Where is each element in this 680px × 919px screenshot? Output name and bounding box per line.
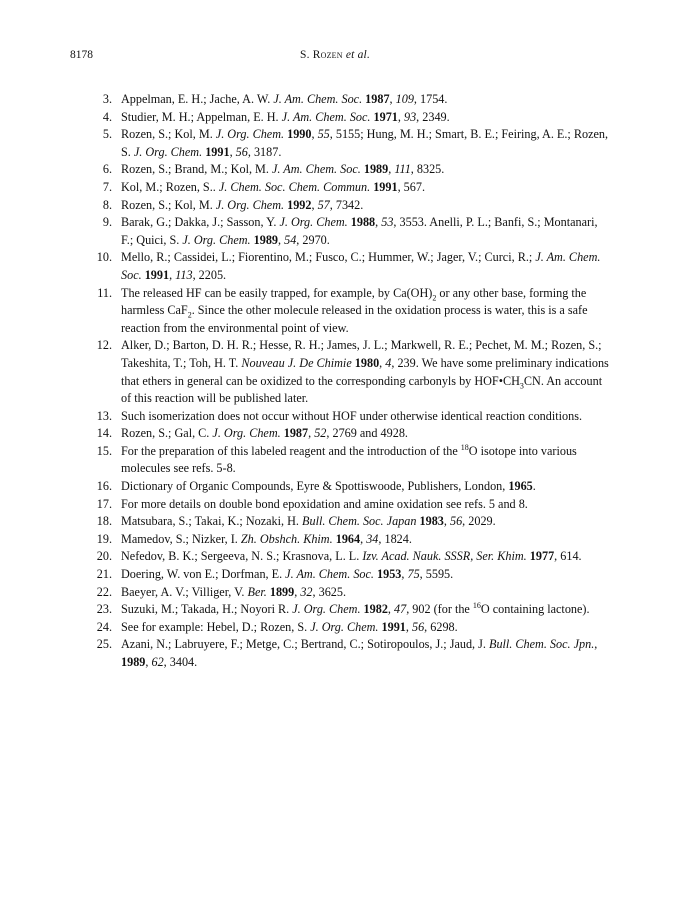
reference-text-segment: 1989 <box>121 655 146 669</box>
reference-text-segment: 1899 <box>269 584 295 599</box>
reference-item <box>92 443 612 478</box>
reference-text-segment: See for example: Hebel, D.; Rozen, S. <box>121 619 311 634</box>
reference-text-segment: , 3625. <box>312 584 347 599</box>
reference-text-segment: 56 <box>411 619 425 634</box>
reference-text-segment: 111 <box>394 162 411 177</box>
reference-list <box>92 91 612 672</box>
reference-text-segment: 1971 <box>373 109 398 124</box>
reference-text-segment: Azani, N.; Labruyere, F.; Metge, C.; Bertrand, C.; Sotiropoulos, J.; Jaud, J. <box>121 637 489 652</box>
reference-text-segment: Rozen, S.; Kol, M. <box>121 197 216 212</box>
reference-text-segment: 1991 <box>205 144 230 159</box>
reference-text-segment: , 1754. <box>413 92 448 106</box>
reference-text-segment: For more details on double bond epoxidation and amine oxidation see refs. 5 and 8. <box>121 496 528 511</box>
reference-item <box>92 636 612 671</box>
reference-text-segment: , <box>229 144 236 159</box>
reference-item <box>92 548 612 566</box>
reference-text-segment: 2 <box>187 310 192 320</box>
reference-number: 3. <box>102 92 112 106</box>
reference-text-segment: 1987 <box>365 92 390 106</box>
reference-text-segment: J. Org. Chem. <box>292 602 361 617</box>
reference-text-segment: Mello, R.; Cassidei, L.; Fiorentino, M.; Fusco, C.; Hummer, W.; Jager, V.; Curci, R.; <box>121 250 536 265</box>
reference-text-segment: 47 <box>394 602 407 617</box>
reference-text-segment: , 5595. <box>419 567 454 582</box>
reference-number: 22. <box>96 584 112 599</box>
reference-number: 24. <box>96 619 112 634</box>
reference-text-segment: Zh. Obshch. Khim. <box>240 531 333 546</box>
reference-text <box>121 479 536 493</box>
reference-text <box>121 585 346 599</box>
reference-text <box>121 110 450 124</box>
reference-text-segment: 16 <box>472 601 481 611</box>
reference-number: 15. <box>96 443 112 458</box>
reference-text-segment: J. Am. Chem. Soc. <box>272 162 361 177</box>
reference-number: 13. <box>96 408 112 423</box>
reference-number: 18. <box>96 514 112 529</box>
reference-text-segment: , 2970. <box>296 232 330 247</box>
reference-text <box>121 409 582 423</box>
reference-text-segment: Nouveau J. De Chimie <box>241 355 352 370</box>
reference-text-segment: Mamedov, S.; Nizker, I. <box>121 531 241 546</box>
reference-text-segment: , <box>375 215 382 230</box>
reference-text-segment: , 3553. Anelli, P. L.; Banfi, S.; Montanari, F.; Quici, S. <box>121 215 598 247</box>
reference-text <box>121 426 408 440</box>
reference-text-segment: 1953 <box>377 567 402 582</box>
reference-text <box>121 497 528 511</box>
reference-text-segment: 34 <box>366 531 379 546</box>
reference-text-segment: Matsubara, S.; Takai, K.; Nozaki, H. <box>121 514 303 529</box>
reference-item <box>92 619 612 637</box>
reference-text-segment: 75 <box>407 567 420 582</box>
reference-text-segment: Ber. <box>247 584 267 599</box>
reference-text-segment: J. Org. Chem. <box>279 215 348 230</box>
running-header-author: S. Rozen <box>300 49 343 61</box>
reference-text-segment: Bull. Chem. Soc. Japan <box>302 514 417 529</box>
reference-text-segment: , 239. We have some preliminary indications that ethers in general can be oxidized to the corresponding carbonyls by HOF•CH <box>121 355 609 388</box>
reference-item <box>92 496 612 514</box>
reference-number: 12. <box>96 338 112 353</box>
reference-text-segment: 1991 <box>381 619 406 634</box>
reference-number: 25. <box>96 637 112 652</box>
reference-text <box>121 162 444 176</box>
reference-text-segment: J. Org. Chem. <box>215 127 285 142</box>
reference-text-segment: 2 <box>432 292 437 302</box>
reference-text-segment: , 3187. <box>247 144 282 159</box>
reference-text-segment: , 2349. <box>416 109 450 124</box>
reference-number: 7. <box>102 179 112 194</box>
reference-item <box>92 478 612 496</box>
reference-text-segment: . <box>532 479 536 494</box>
reference-item <box>92 179 612 197</box>
reference-text-segment: 52 <box>314 426 327 441</box>
reference-text-segment: 1992 <box>287 197 312 212</box>
reference-item <box>92 91 612 109</box>
reference-number: 10. <box>96 250 112 265</box>
reference-text <box>121 215 598 247</box>
reference-number: 14. <box>96 426 112 441</box>
reference-text-segment: 57 <box>317 197 330 212</box>
reference-text <box>121 444 577 476</box>
reference-text-segment: 1991 <box>373 179 398 194</box>
reference-text-segment: 1982 <box>363 602 388 617</box>
reference-text-segment: O isotope into various molecules see refs. 5-8. <box>121 443 577 476</box>
reference-text <box>121 338 609 405</box>
reference-text-segment: 54 <box>284 232 297 247</box>
reference-text-segment: Rozen, S.; Brand, M.; Kol, M. <box>121 162 272 177</box>
reference-text-segment: , <box>594 637 598 652</box>
reference-text-segment: J. Org. Chem. <box>182 232 251 247</box>
reference-number: 9. <box>102 215 112 230</box>
reference-text-segment: Doering, W. von E.; Dorfman, E. <box>121 567 286 582</box>
reference-text <box>121 532 412 546</box>
reference-text <box>121 602 590 616</box>
reference-number: 21. <box>96 567 112 582</box>
reference-text-segment: 1964 <box>335 531 361 546</box>
reference-text <box>121 549 582 563</box>
reference-number: 23. <box>96 602 112 617</box>
reference-text-segment: , <box>443 514 450 529</box>
reference-number: 4. <box>102 109 112 124</box>
reference-text-segment: , <box>389 92 396 106</box>
reference-text-segment: 1988 <box>350 215 376 230</box>
reference-text-segment: 1980 <box>354 355 380 370</box>
reference-text-segment: J. Am. Chem. Soc. <box>121 250 601 282</box>
reference-text-segment: Dictionary of Organic Compounds, Eyre & Spottiswoode, Publishers, London, <box>121 479 509 494</box>
reference-text-segment: , 2029. <box>462 514 496 529</box>
reference-text-segment: 93 <box>403 109 417 124</box>
reference-item <box>92 249 612 284</box>
reference-text-segment: 56 <box>449 514 463 529</box>
reference-text <box>121 286 588 335</box>
reference-text-segment: J. Org. Chem. <box>133 144 203 159</box>
reference-text-segment: , 7342. <box>329 197 364 212</box>
reference-text-segment: 18 <box>460 442 469 452</box>
reference-text-segment: Izv. Acad. Nauk. SSSR, Ser. Khim. <box>362 549 527 564</box>
reference-text-segment: Suzuki, M.; Takada, H.; Noyori R. <box>121 602 293 617</box>
reference-text-segment: J. Org. Chem. <box>215 197 285 212</box>
reference-number: 5. <box>102 127 112 142</box>
reference-text-segment: , 567. <box>397 179 425 194</box>
reference-text-segment: Kol, M.; Rozen, S.. <box>121 179 219 194</box>
reference-item <box>92 566 612 584</box>
reference-text-segment: J. Chem. Soc. Chem. Commun. <box>218 179 371 194</box>
reference-text <box>121 514 496 528</box>
reference-text-segment: 1965 <box>508 479 533 494</box>
reference-text-segment: , <box>311 127 318 142</box>
reference-text <box>121 198 363 212</box>
reference-item <box>92 601 612 619</box>
reference-text-segment: , 2205. <box>192 267 227 282</box>
reference-item <box>92 408 612 426</box>
reference-text-segment: J. Org. Chem. <box>310 619 379 634</box>
reference-text-segment: 55 <box>317 127 330 142</box>
reference-text-segment: 62 <box>151 655 164 669</box>
reference-text-segment: Studier, M. H.; Appelman, E. H. <box>121 109 282 124</box>
reference-text-segment: 1977 <box>529 549 555 564</box>
reference-text-segment: Alker, D.; Barton, D. H. R.; Hesse, R. H.; James, J. L.; Markwell, R. E.; Pechet, M. M.; Rozen, S.; Takeshita, T.; Toh, H. T. <box>121 338 602 370</box>
reference-item <box>92 161 612 179</box>
reference-number: 17. <box>96 496 112 511</box>
reference-text-segment: Bull. Chem. Soc. Jpn. <box>489 637 595 652</box>
reference-text-segment: J. Am. Chem. Soc. <box>281 109 371 124</box>
reference-text-segment: CN. An account of this reaction will be published later. <box>121 373 603 406</box>
reference-text-segment: , 614. <box>554 549 582 564</box>
reference-item <box>92 584 612 602</box>
reference-text-segment: The released HF can be easily trapped, for example, by Ca(OH) <box>121 285 433 300</box>
reference-text-segment: , <box>401 567 408 582</box>
reference-item <box>92 513 612 531</box>
reference-text-segment: 3 <box>519 380 524 390</box>
reference-text-segment: or any other base, forming the harmless CaF <box>121 285 587 318</box>
reference-item <box>92 197 612 215</box>
reference-text-segment: , 5155; Hung, M. H.; Smart, B. E.; Feiring, A. E.; Rozen, S. <box>121 127 609 159</box>
reference-text-segment: , 6298. <box>424 619 458 634</box>
reference-number: 8. <box>102 197 112 212</box>
reference-text-segment: 1989 <box>253 232 279 247</box>
reference-text-segment: , <box>360 531 367 546</box>
reference-text-segment: O containing lactone). <box>480 602 590 617</box>
reference-text-segment: J. Am. Chem. Soc. <box>285 567 374 582</box>
reference-text <box>121 127 608 159</box>
reference-text-segment: Baeyer, A. V.; Villiger, V. <box>121 584 248 599</box>
reference-text-segment: 113 <box>175 267 193 282</box>
reference-text-segment: 1983 <box>419 514 444 529</box>
reference-text-segment: , <box>294 584 301 599</box>
reference-text-segment: , 1824. <box>378 531 412 546</box>
reference-item <box>92 214 612 249</box>
reference-text-segment: Barak, G.; Dakka, J.; Sasson, Y. <box>121 215 280 230</box>
reference-text <box>121 637 597 669</box>
reference-text-segment: Appelman, E. H.; Jache, A. W. <box>121 92 274 106</box>
reference-item <box>92 425 612 443</box>
reference-number: 20. <box>96 549 112 564</box>
reference-text-segment: , <box>145 655 152 669</box>
reference-text <box>121 250 600 282</box>
reference-text-segment: , <box>388 162 395 177</box>
reference-text-segment: 1989 <box>363 162 389 177</box>
reference-number: 16. <box>96 479 112 494</box>
reference-text-segment: 56 <box>235 144 248 159</box>
reference-item <box>92 337 612 407</box>
reference-text-segment: 32 <box>300 584 313 599</box>
reference-text-segment: J. Org. Chem. <box>212 426 281 441</box>
reference-text-segment: , <box>405 619 412 634</box>
reference-text-segment: For the preparation of this labeled reagent and the introduction of the <box>121 443 461 458</box>
reference-text-segment: , 2769 and 4928. <box>326 426 408 441</box>
reference-item <box>92 109 612 127</box>
reference-text <box>121 92 447 106</box>
reference-text <box>121 567 453 581</box>
reference-text-segment: , <box>278 232 285 247</box>
reference-text-segment: , 902 (for the <box>406 602 473 617</box>
running-header-et-al: et al. <box>345 49 371 61</box>
running-header <box>300 47 370 65</box>
reference-text-segment: 53 <box>381 215 394 230</box>
reference-item <box>92 285 612 338</box>
reference-text <box>121 620 458 634</box>
reference-text-segment: 1991 <box>144 267 170 282</box>
reference-text-segment: , <box>397 109 404 124</box>
reference-text-segment: . Since the other molecule released in the oxidation process is water, this is a safe reaction from the environmental point of view. <box>121 303 588 335</box>
reference-item <box>92 126 612 161</box>
reference-text-segment: J. Am. Chem. Soc. <box>273 92 363 106</box>
reference-text-segment: Rozen, S.; Gal, C. <box>121 426 213 441</box>
reference-text-segment: , <box>169 267 176 282</box>
reference-text-segment: , <box>387 602 395 617</box>
reference-text-segment: 1990 <box>287 127 312 142</box>
reference-text-segment: 4 <box>385 355 392 370</box>
reference-text-segment: , 3404. <box>163 655 198 669</box>
reference-text-segment: , <box>311 197 318 212</box>
reference-text-segment: , 8325. <box>410 162 445 177</box>
reference-number: 6. <box>102 162 112 177</box>
reference-number: 11. <box>97 285 112 300</box>
reference-text-segment: , <box>379 355 386 370</box>
reference-text-segment: , <box>308 426 315 441</box>
reference-text-segment: Rozen, S.; Kol, M. <box>121 127 216 142</box>
reference-number: 19. <box>96 531 112 546</box>
reference-text-segment: 109 <box>395 92 414 106</box>
reference-text <box>121 180 425 194</box>
reference-item <box>92 531 612 549</box>
reference-text-segment: 1987 <box>283 426 309 441</box>
page-number: 8178 <box>70 49 93 61</box>
reference-text-segment: Nefedov, B. K.; Sergeeva, N. S.; Krasnova, L. L. <box>121 549 363 564</box>
reference-text-segment: Such isomerization does not occur without HOF under otherwise identical reaction conditions. <box>121 408 582 423</box>
